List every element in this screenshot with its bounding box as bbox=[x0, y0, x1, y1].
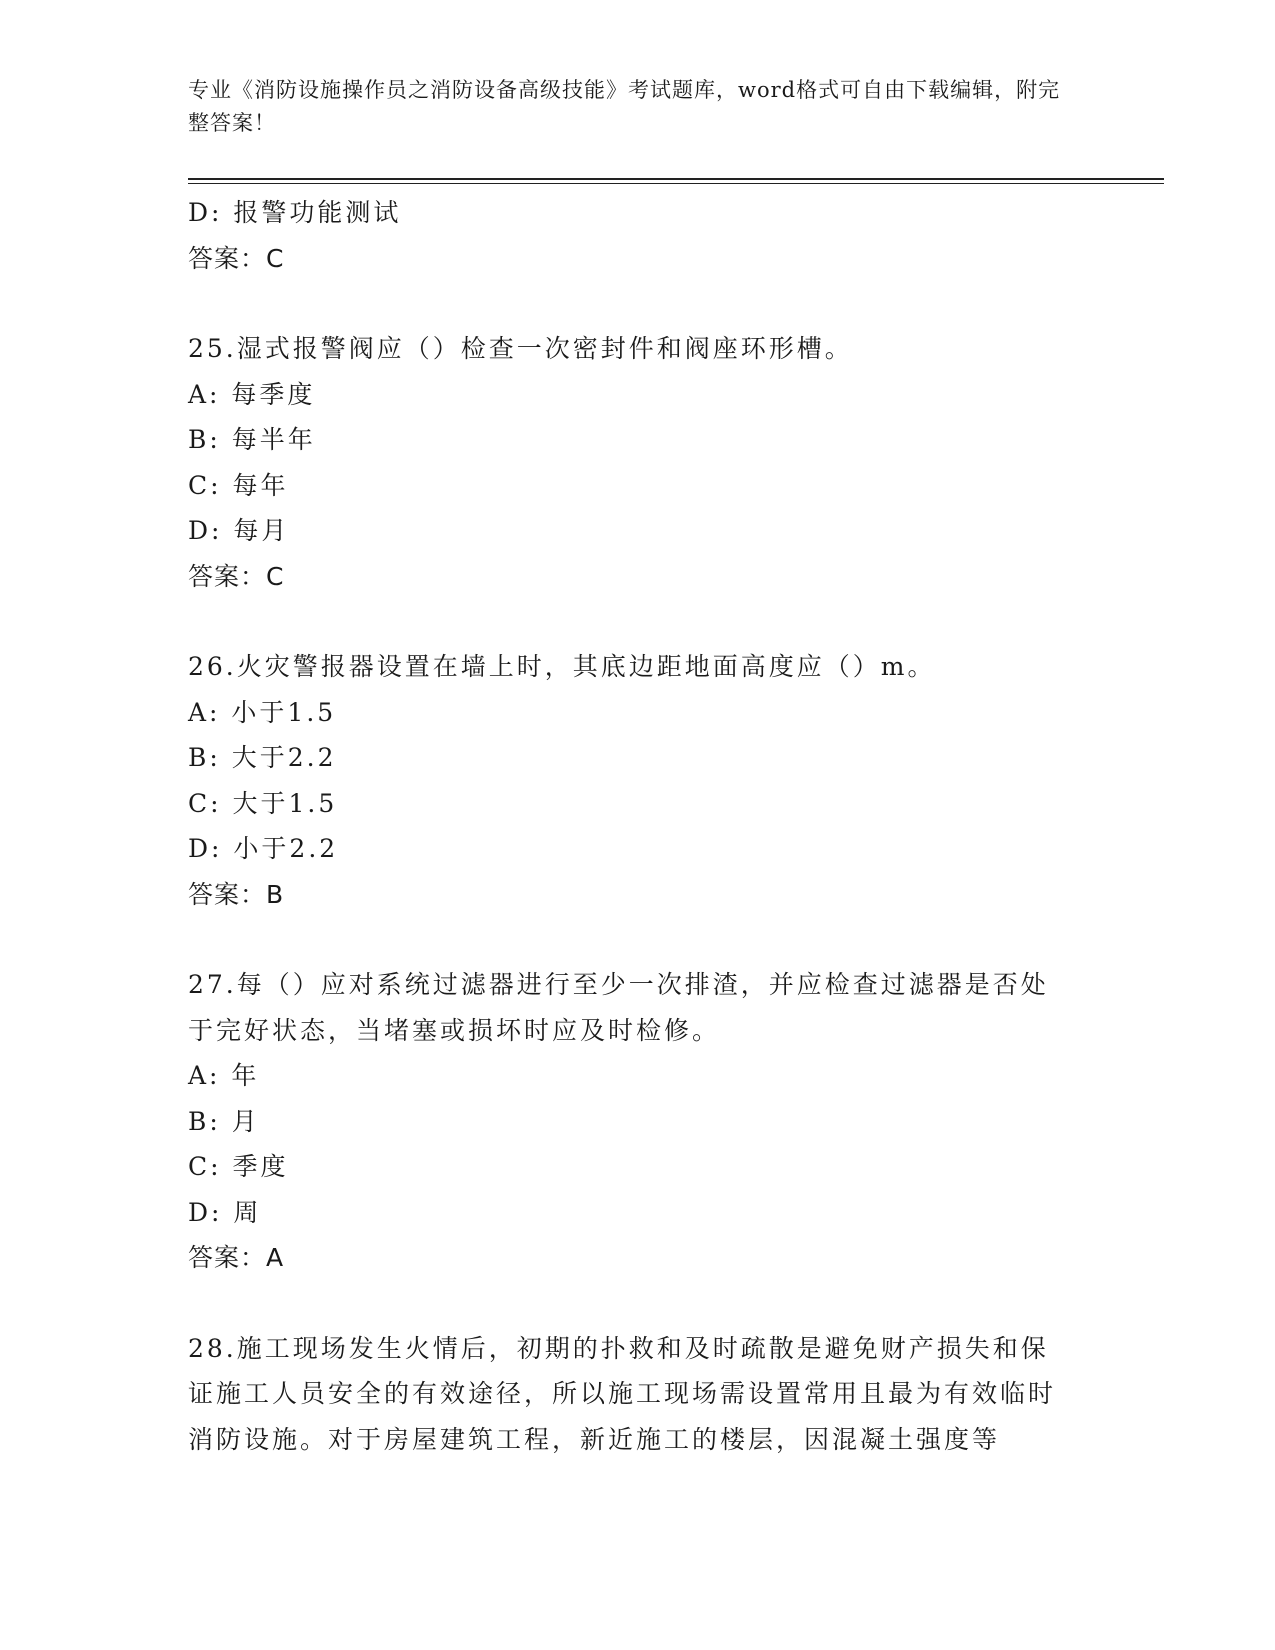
header-divider-thick bbox=[188, 178, 1164, 180]
option-a: A: 年 bbox=[188, 1061, 260, 1090]
question-text: 25.湿式报警阀应（）检查一次密封件和阀座环形槽。 bbox=[188, 334, 853, 363]
question-text: 26.火灾警报器设置在墙上时，其底边距地面高度应（）m。 bbox=[188, 652, 936, 681]
option-c: C: 每年 bbox=[188, 470, 289, 500]
option-c: C: 大于1.5 bbox=[188, 788, 338, 818]
option-d: D: 报警功能测试 bbox=[188, 198, 402, 227]
option-c: C: 季度 bbox=[188, 1152, 289, 1181]
document-header: 专业《消防设施操作员之消防设备高级技能》考试题库，word格式可自由下载编辑，附完整答案！ bbox=[188, 78, 1061, 135]
question-text: 28.施工现场发生火情后，初期的扑救和及时疏散是避免财产损失和保证施工人员安全的有效途径，所以施工现场需设置常用且最为有效临时消防设施。对于房屋建筑工程，新近施工的楼层，因混凝土强度等 bbox=[188, 1333, 1057, 1454]
answer-line: 答案：C bbox=[188, 243, 285, 273]
option-d: D: 周 bbox=[188, 1197, 262, 1227]
answer-line: 答案：C bbox=[188, 561, 285, 591]
header-divider-thin bbox=[188, 183, 1164, 184]
option-d: D: 小于2.2 bbox=[188, 834, 339, 863]
answer-line: 答案：B bbox=[188, 879, 285, 909]
option-a: A: 每季度 bbox=[188, 379, 316, 409]
question-28 bbox=[188, 1326, 1088, 1463]
option-b: B: 月 bbox=[188, 1106, 260, 1136]
question-content bbox=[188, 190, 1088, 1462]
question-27 bbox=[188, 962, 1088, 1281]
option-b: B: 每半年 bbox=[188, 425, 316, 454]
answer-line: 答案：A bbox=[188, 1243, 285, 1272]
option-d: D: 每月 bbox=[188, 516, 290, 545]
option-a: A: 小于1.5 bbox=[188, 697, 337, 727]
option-b: B: 大于2.2 bbox=[188, 743, 337, 772]
question-26 bbox=[188, 644, 1088, 917]
question-25 bbox=[188, 326, 1088, 599]
question-text: 27.每（）应对系统过滤器进行至少一次排渣，并应检查过滤器是否处于完好状态，当堵塞或损坏时应及时检修。 bbox=[188, 970, 1049, 1045]
